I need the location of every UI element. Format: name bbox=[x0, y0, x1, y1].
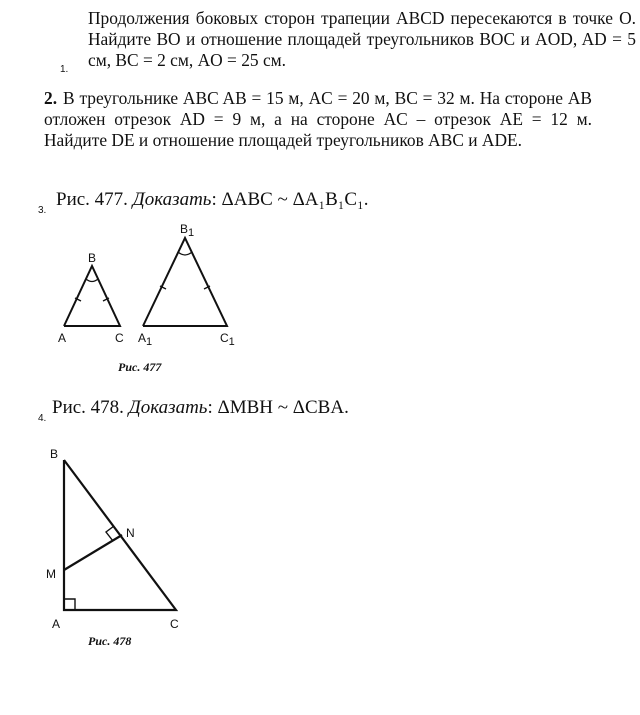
problem-3-statement: ΔABC ~ ΔA₁B₁C₁. bbox=[221, 189, 369, 210]
problem-4-statement: ΔMBH ~ ΔCBA. bbox=[217, 397, 349, 418]
caption-477: Рис. 477 bbox=[118, 360, 162, 374]
vertex-c1: C1 bbox=[220, 331, 235, 348]
right-angle-n bbox=[106, 526, 114, 541]
problem-3-title: Рис. 477. Доказать: ΔABC ~ ΔA₁B₁C₁. bbox=[56, 189, 369, 210]
problem-1-marker: 1. bbox=[60, 64, 69, 75]
figure-478 bbox=[40, 440, 200, 640]
figure-478-label: Рис. 478. bbox=[52, 397, 124, 418]
vertex-b-478: B bbox=[50, 447, 59, 461]
problem-4-title: Рис. 478. Доказать: ΔMBH ~ ΔCBA. bbox=[52, 397, 349, 418]
vertex-c: C bbox=[115, 331, 124, 345]
angle-arc-b1 bbox=[178, 252, 192, 255]
caption-478: Рис. 478 bbox=[88, 634, 132, 648]
prove-label: Доказать bbox=[128, 397, 208, 418]
vertex-a1: A1 bbox=[138, 331, 153, 348]
prove-label: Доказать bbox=[132, 189, 212, 210]
problem-2 bbox=[44, 88, 592, 151]
right-angle-a bbox=[64, 599, 75, 610]
problem-3-marker: 3. bbox=[38, 205, 47, 216]
problem-4-marker: 4. bbox=[38, 413, 47, 424]
figure-477-label: Рис. 477. bbox=[56, 189, 128, 210]
vertex-b1: B1 bbox=[180, 222, 195, 239]
vertex-a-478: A bbox=[52, 617, 61, 631]
angle-arc-b bbox=[86, 279, 98, 282]
triangle-a1b1c1 bbox=[143, 238, 227, 326]
vertex-c-478: C bbox=[170, 617, 179, 631]
problem-1-text: Продолжения боковых сторон трапеции ABCD пересекаются в точке O. Найдите BO и отношение площадей треугольников BOC и AOD, AD = 5 см, BC = 2 см, AO = 25 см. bbox=[88, 8, 636, 70]
vertex-m-478: M bbox=[46, 567, 56, 581]
problem-2-text: В треугольнике ABC AB = 15 м, AC = 20 м, BC = 32 м. На стороне AB отложен отрезок AD = 9 м, а на стороне AC – отрезок AE = 12 м. Найдите DE и отношение площадей треугольников ABC и ADE. bbox=[44, 88, 592, 150]
vertex-b: B bbox=[88, 251, 97, 265]
problem-2-marker: 2. bbox=[44, 88, 58, 108]
triangle-abc bbox=[64, 266, 120, 326]
vertex-a: A bbox=[58, 331, 67, 345]
vertex-n-478: N bbox=[126, 526, 135, 540]
figure-477 bbox=[50, 218, 250, 358]
